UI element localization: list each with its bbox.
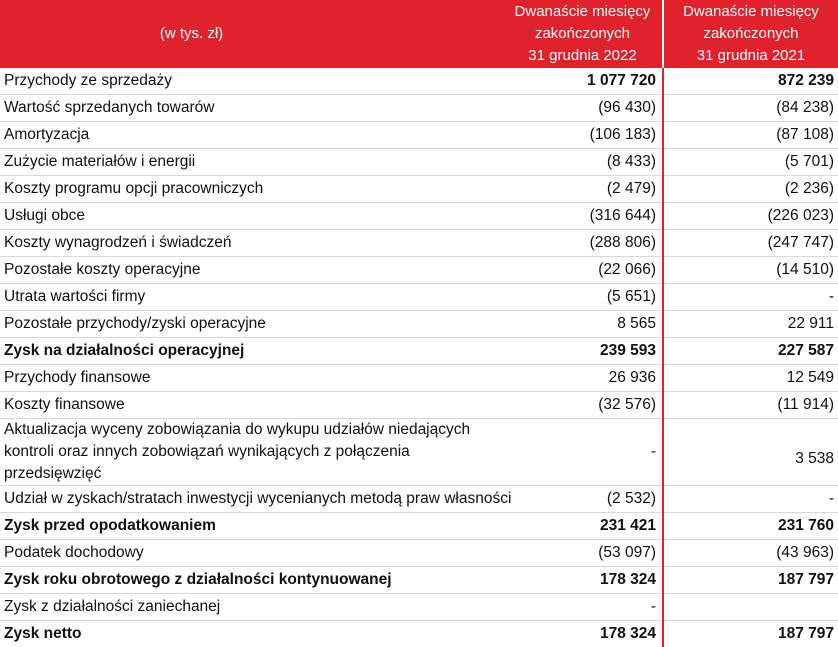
value-2022: 178 324: [503, 621, 663, 647]
table-row: [0, 594, 838, 621]
value-2021: -: [663, 486, 838, 513]
value-2021: (87 108): [663, 122, 838, 149]
row-label: Zysk z działalności zaniechanej: [0, 594, 503, 621]
value-2021: 231 760: [663, 513, 838, 540]
value-2022: (22 066): [503, 257, 663, 284]
value-2021: (247 747): [663, 230, 838, 257]
table-header-row: [0, 0, 838, 68]
row-label: Podatek dochodowy: [0, 540, 503, 567]
value-2021: -: [663, 284, 838, 311]
table-row-subtotal: [0, 513, 838, 540]
value-2022: (8 433): [503, 149, 663, 176]
value-2022: 8 565: [503, 311, 663, 338]
row-label: Przychody finansowe: [0, 365, 503, 392]
value-2022: (2 532): [503, 486, 663, 513]
value-2021: (14 510): [663, 257, 838, 284]
table-row: [0, 203, 838, 230]
column-header-2021: [663, 0, 838, 68]
row-label: Usługi obce: [0, 203, 503, 230]
table-row-total: [0, 621, 838, 647]
header-2022-line-1: Dwanaście miesięcy: [503, 1, 662, 23]
header-2022-line-2: zakończonych: [503, 23, 662, 45]
value-2021: (43 963): [663, 540, 838, 567]
value-2022: 26 936: [503, 365, 663, 392]
value-2022: (53 097): [503, 540, 663, 567]
column-header-2022: [503, 0, 663, 68]
row-label: Pozostałe koszty operacyjne: [0, 257, 503, 284]
unit-label-header: (w tys. zł): [0, 0, 503, 68]
table-row: [0, 311, 838, 338]
value-2021: [663, 594, 838, 621]
value-2021: (5 701): [663, 149, 838, 176]
row-label: Udział w zyskach/stratach inwestycji wycenianych metodą praw własności: [0, 486, 503, 513]
value-2021: 22 911: [663, 311, 838, 338]
row-label: Utrata wartości firmy: [0, 284, 503, 311]
table-row: [0, 68, 838, 95]
value-2022: 1 077 720: [503, 68, 663, 95]
row-label: Amortyzacja: [0, 122, 503, 149]
value-2021: 12 549: [663, 365, 838, 392]
table-row: [0, 176, 838, 203]
table-row: [0, 149, 838, 176]
value-2021: (11 914): [663, 392, 838, 419]
row-label: Koszty wynagrodzeń i świadczeń: [0, 230, 503, 257]
value-2022: (96 430): [503, 95, 663, 122]
value-2021: 227 587: [663, 338, 838, 365]
row-label: Wartość sprzedanych towarów: [0, 95, 503, 122]
table-row: [0, 95, 838, 122]
row-label: Zysk roku obrotowego z działalności kontynuowanej: [0, 567, 503, 594]
value-2022: 239 593: [503, 338, 663, 365]
table-row: [0, 540, 838, 567]
header-2021-line-1: Dwanaście miesięcy: [664, 1, 838, 23]
row-label: Aktualizacja wyceny zobowiązania do wykupu udziałów niedających kontroli oraz innych zobowiązań wynikających z połączenia przedsięwzięć: [0, 419, 503, 486]
table-row: [0, 284, 838, 311]
table-row-subtotal: [0, 567, 838, 594]
value-2022: (106 183): [503, 122, 663, 149]
table-row: [0, 486, 838, 513]
value-2022: (32 576): [503, 392, 663, 419]
value-2021: 187 797: [663, 567, 838, 594]
header-2021-line-3: 31 grudnia 2021: [664, 45, 838, 67]
value-2021: 187 797: [663, 621, 838, 647]
value-2022: (316 644): [503, 203, 663, 230]
table-row: [0, 419, 838, 486]
table-row: [0, 122, 838, 149]
value-2022: (2 479): [503, 176, 663, 203]
row-label: Zysk przed opodatkowaniem: [0, 513, 503, 540]
row-label: Zysk na działalności operacyjnej: [0, 338, 503, 365]
table-row: [0, 365, 838, 392]
row-label: Koszty programu opcji pracowniczych: [0, 176, 503, 203]
value-2021: (2 236): [663, 176, 838, 203]
value-2021: 872 239: [663, 68, 838, 95]
row-label: Zysk netto: [0, 621, 503, 647]
value-2021: 3 538: [663, 419, 838, 486]
row-label: Koszty finansowe: [0, 392, 503, 419]
value-2022: 178 324: [503, 567, 663, 594]
value-2022: 231 421: [503, 513, 663, 540]
header-2022-line-3: 31 grudnia 2022: [503, 45, 662, 67]
table-row-subtotal: [0, 338, 838, 365]
row-label: Przychody ze sprzedaży: [0, 68, 503, 95]
value-2022: -: [503, 419, 663, 486]
value-2021: (226 023): [663, 203, 838, 230]
table-row: [0, 392, 838, 419]
table-row: [0, 230, 838, 257]
row-label: Pozostałe przychody/zyski operacyjne: [0, 311, 503, 338]
row-label: Zużycie materiałów i energii: [0, 149, 503, 176]
table-row: [0, 257, 838, 284]
value-2022: (5 651): [503, 284, 663, 311]
value-2022: -: [503, 594, 663, 621]
header-2021-line-2: zakończonych: [664, 23, 838, 45]
value-2021: (84 238): [663, 95, 838, 122]
value-2022: (288 806): [503, 230, 663, 257]
